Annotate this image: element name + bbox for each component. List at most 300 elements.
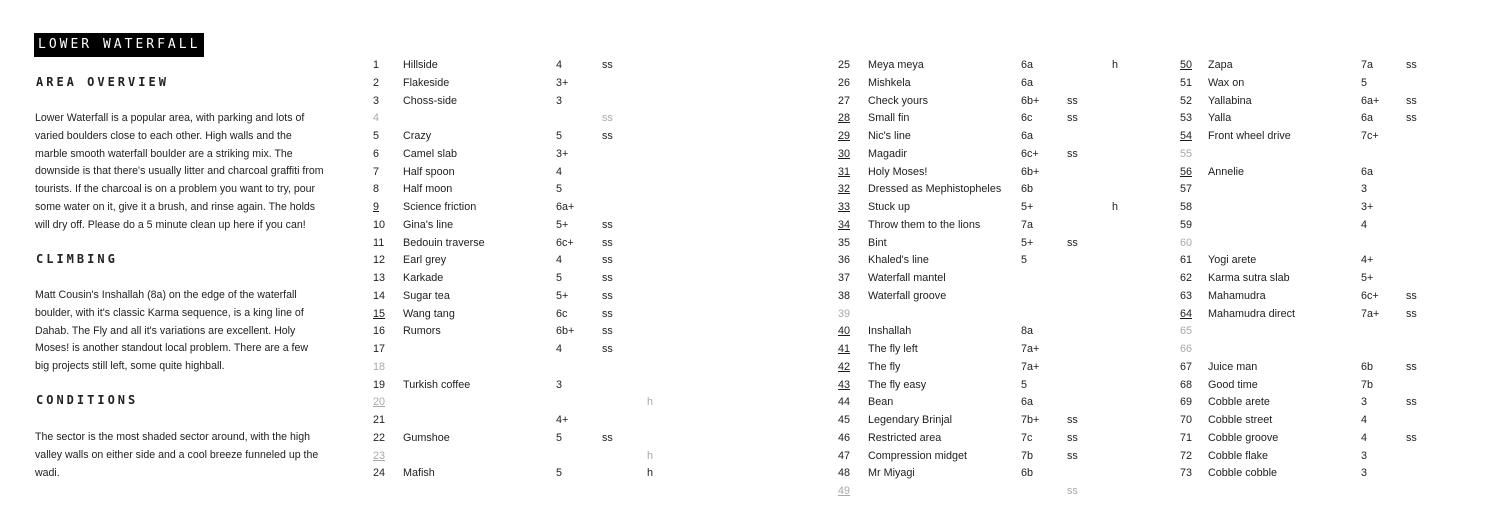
problem-sit-start: ss — [602, 289, 613, 302]
problem-number: 18 — [373, 360, 386, 373]
problem-grade: 6c — [1021, 112, 1033, 125]
problem-name: Half spoon — [403, 165, 455, 178]
problem-row — [838, 270, 1138, 288]
problem-row — [838, 181, 1138, 199]
problem-grade: 7b+ — [1021, 414, 1040, 426]
problem-name: Front wheel drive — [1208, 130, 1291, 142]
problem-row — [838, 93, 1138, 111]
problem-number: 14 — [373, 289, 386, 302]
climbing-heading: CLIMBING — [36, 252, 118, 266]
problem-number: 59 — [1180, 218, 1193, 231]
problem-name: Gina's line — [403, 218, 454, 231]
problem-name: Mafish — [403, 467, 435, 480]
problem-sit-start: ss — [1406, 59, 1417, 71]
problem-number: 45 — [838, 414, 851, 426]
problem-number: 43 — [838, 378, 851, 391]
problem-sit-start: ss — [1067, 236, 1078, 249]
problem-number: 66 — [1180, 343, 1193, 355]
problem-name: Turkish coffee — [403, 378, 471, 391]
problem-name: Bint — [868, 236, 887, 249]
problem-row — [838, 235, 1138, 253]
problem-grade: 6c+ — [1361, 289, 1379, 302]
problem-name: Nic's line — [868, 130, 911, 142]
problem-grade: 5 — [556, 272, 563, 284]
problem-name: Inshallah — [868, 325, 912, 338]
climbing-text: Matt Cousin's Inshallah (8a) on the edge of the waterfall boulder, with it's classic Karma sequence, is a king line of Dahab. The Fly and all it's variations are excellent. Holy Moses! is another standout local problem. There are a few big projects still left, some quite highball. — [35, 289, 309, 373]
problem-name: Science friction — [403, 201, 477, 213]
problem-row — [838, 128, 1138, 146]
problem-row — [838, 146, 1138, 164]
problem-number: 29 — [838, 130, 851, 142]
problem-sit-start: ss — [602, 272, 613, 284]
problem-grade: 6a+ — [1361, 94, 1380, 107]
problem-row — [838, 57, 1138, 75]
problem-name: Bean — [868, 396, 894, 409]
problem-name: Compression midget — [868, 449, 968, 462]
problem-grade: 6a — [1021, 59, 1034, 71]
problem-row — [1180, 394, 1430, 412]
problem-name: Wax on — [1208, 76, 1245, 89]
problem-row — [838, 377, 1138, 395]
problem-grade: 5 — [1021, 254, 1028, 267]
problem-row — [373, 93, 663, 111]
problem-number: 71 — [1180, 431, 1193, 444]
problem-name: The fly left — [868, 343, 918, 355]
problem-number: 28 — [838, 112, 851, 125]
problem-number: 22 — [373, 431, 386, 444]
problem-number: 33 — [838, 201, 851, 213]
problem-row — [1180, 412, 1430, 430]
problem-name: Cobble cobble — [1208, 467, 1278, 480]
problem-name: Mishkela — [868, 76, 911, 89]
problem-sit-start: ss — [1067, 147, 1078, 160]
problem-sit-start: ss — [1406, 431, 1417, 444]
problem-name: Dressed as Mephistopheles — [868, 183, 1002, 196]
problem-number: 52 — [1180, 94, 1193, 107]
problem-grade: 4 — [556, 59, 563, 71]
problem-row — [373, 394, 663, 412]
problem-row — [838, 288, 1138, 306]
problem-grade: 6a — [1021, 396, 1034, 409]
problem-number: 1 — [373, 59, 380, 71]
problem-number: 46 — [838, 431, 851, 444]
problem-number: 16 — [373, 325, 386, 338]
problem-number: 41 — [838, 343, 851, 355]
problem-sit-start: ss — [1067, 112, 1078, 125]
problem-row — [1180, 270, 1430, 288]
problem-number: 6 — [373, 147, 380, 160]
problem-grade: 3+ — [556, 147, 569, 160]
problem-number: 67 — [1180, 360, 1193, 373]
problem-row — [373, 306, 663, 324]
problem-name: Cobble flake — [1208, 449, 1269, 462]
problem-number: 72 — [1180, 449, 1193, 462]
problem-grade: 6a — [1021, 130, 1034, 142]
problem-grade: 4 — [1361, 414, 1368, 426]
problem-sit-start: ss — [602, 59, 613, 71]
problem-grade: 3 — [556, 378, 563, 391]
problem-grade: 4+ — [556, 414, 569, 426]
problem-sit-start: ss — [1067, 449, 1078, 462]
problem-number: 30 — [838, 147, 851, 160]
problem-sit-start: ss — [602, 112, 613, 125]
problem-grade: 3+ — [1361, 201, 1374, 213]
problem-number: 63 — [1180, 289, 1193, 302]
problem-name: Wang tang — [403, 307, 455, 320]
problem-number: 47 — [838, 449, 851, 462]
problem-sit-start: ss — [602, 307, 613, 320]
problem-grade: 5+ — [556, 289, 569, 302]
problem-number: 44 — [838, 396, 851, 409]
problem-sit-start: ss — [602, 218, 613, 231]
problem-row — [373, 270, 663, 288]
problem-number: 51 — [1180, 76, 1193, 89]
problem-row — [1180, 128, 1430, 146]
problem-row — [838, 359, 1138, 377]
problem-grade: 6b — [1361, 360, 1374, 373]
problem-name: Good time — [1208, 378, 1258, 391]
overview-heading: AREA OVERVIEW — [36, 75, 169, 89]
problem-grade: 6b+ — [1021, 94, 1040, 107]
problem-number: 12 — [373, 254, 386, 267]
problem-name: Bedouin traverse — [403, 236, 485, 249]
problem-row — [838, 199, 1138, 217]
problem-name: Meya meya — [868, 59, 924, 71]
problem-name: Legendary Brinjal — [868, 414, 953, 426]
problem-row — [373, 235, 663, 253]
problem-row — [373, 110, 663, 128]
problem-number: 40 — [838, 325, 851, 338]
problem-number: 32 — [838, 183, 851, 196]
problem-name: Cobble street — [1208, 414, 1273, 426]
problem-highball-flag: h — [1112, 201, 1119, 213]
problem-row — [838, 217, 1138, 235]
problem-grade: 5 — [1361, 76, 1368, 89]
problem-grade: 6a — [1361, 165, 1374, 178]
problem-number: 8 — [373, 183, 380, 196]
problem-row — [373, 217, 663, 235]
problem-row — [373, 181, 663, 199]
problem-number: 26 — [838, 76, 851, 89]
problem-row — [1180, 93, 1430, 111]
problem-number: 20 — [373, 396, 386, 409]
problem-number: 70 — [1180, 414, 1193, 426]
problem-row — [838, 323, 1138, 341]
problem-row — [838, 164, 1138, 182]
problem-row — [373, 359, 663, 377]
problem-row — [373, 146, 663, 164]
problem-row — [838, 412, 1138, 430]
problem-name: Small fin — [868, 112, 910, 125]
problem-name: Flakeside — [403, 76, 450, 89]
problem-grade: 5 — [556, 130, 563, 142]
problem-sit-start: ss — [1406, 289, 1417, 302]
problem-number: 17 — [373, 343, 386, 355]
problem-name: Waterfall mantel — [868, 272, 946, 284]
problem-row — [1180, 217, 1430, 235]
problem-grade: 3 — [1361, 396, 1368, 409]
problem-grade: 7b — [1361, 378, 1374, 391]
problem-number: 4 — [373, 112, 380, 125]
problem-name: Hillside — [403, 59, 438, 71]
problem-grade: 7a+ — [1021, 360, 1040, 373]
problem-number: 10 — [373, 218, 386, 231]
problem-row — [1180, 323, 1430, 341]
problem-row — [1180, 199, 1430, 217]
problem-grade: 7a — [1021, 218, 1034, 231]
problem-grade: 8a — [1021, 325, 1034, 338]
problem-grade: 5 — [556, 431, 563, 444]
problem-grade: 6c — [556, 307, 568, 320]
problem-row — [838, 430, 1138, 448]
problem-number: 2 — [373, 76, 380, 89]
problem-number: 58 — [1180, 201, 1193, 213]
problem-name: Juice man — [1208, 360, 1258, 373]
problem-sit-start: ss — [1067, 94, 1078, 107]
problem-number: 15 — [373, 307, 386, 320]
problem-name: Mahamudra direct — [1208, 307, 1296, 320]
problem-highball-flag: h — [647, 396, 654, 409]
problem-grade: 6a — [1021, 76, 1034, 89]
problem-number: 50 — [1180, 59, 1193, 71]
problem-row — [838, 483, 1138, 501]
problem-grade: 6b+ — [556, 325, 575, 338]
problem-sit-start: ss — [602, 236, 613, 249]
problem-sit-start: ss — [602, 343, 613, 355]
problem-sit-start: ss — [1406, 94, 1417, 107]
problem-grade: 5+ — [1021, 236, 1034, 249]
problem-number: 65 — [1180, 325, 1193, 338]
problem-sit-start: ss — [1067, 414, 1078, 426]
problem-number: 34 — [838, 218, 851, 231]
conditions-text: The sector is the most shaded sector around, with the high valley walls on either side and a cool breeze funneled up the wadi. — [35, 431, 319, 479]
problem-number: 7 — [373, 165, 380, 178]
problem-grade: 3 — [1361, 467, 1368, 480]
problem-name: Annelie — [1208, 165, 1245, 178]
problem-sit-start: ss — [1067, 431, 1078, 444]
problem-number: 39 — [838, 307, 851, 320]
problem-number: 21 — [373, 414, 386, 426]
problem-row — [838, 252, 1138, 270]
problem-row — [373, 252, 663, 270]
problem-number: 69 — [1180, 396, 1193, 409]
problem-number: 38 — [838, 289, 851, 302]
problem-name: Karkade — [403, 272, 444, 284]
problem-row — [1180, 235, 1430, 253]
problem-grade: 6a+ — [556, 201, 575, 213]
problem-number: 31 — [838, 165, 851, 178]
problem-sit-start: ss — [1406, 112, 1417, 125]
problem-row — [1180, 359, 1430, 377]
problem-name: Waterfall groove — [868, 289, 947, 302]
problem-name: Restricted area — [868, 431, 942, 444]
problem-number: 13 — [373, 272, 386, 284]
problem-row — [1180, 377, 1430, 395]
problem-row — [373, 341, 663, 359]
problem-sit-start: ss — [1067, 485, 1078, 497]
problem-grade: 7c+ — [1361, 130, 1379, 142]
problem-name: Cobble groove — [1208, 431, 1279, 444]
sector-title: LOWER WATERFALL — [34, 33, 204, 57]
problem-number: 55 — [1180, 147, 1193, 160]
problem-name: Gumshoe — [403, 431, 450, 444]
problem-grade: 7b — [1021, 449, 1034, 462]
problem-number: 49 — [838, 485, 851, 497]
problem-number: 25 — [838, 59, 851, 71]
problem-sit-start: ss — [1406, 307, 1417, 320]
problem-name: Yalla — [1208, 112, 1232, 125]
problem-number: 53 — [1180, 112, 1193, 125]
problem-number: 48 — [838, 467, 851, 480]
problem-grade: 4 — [1361, 218, 1368, 231]
problem-name: Crazy — [403, 130, 432, 142]
problem-number: 35 — [838, 236, 851, 249]
problem-grade: 4 — [556, 165, 563, 178]
problem-grade: 5 — [556, 467, 563, 480]
problem-number: 57 — [1180, 183, 1193, 196]
problem-sit-start: ss — [602, 325, 613, 338]
problem-grade: 7c — [1021, 431, 1033, 444]
problem-row — [838, 465, 1138, 483]
problem-name: Check yours — [868, 94, 929, 107]
problem-number: 3 — [373, 94, 380, 107]
problem-row — [1180, 181, 1430, 199]
problem-number: 37 — [838, 272, 851, 284]
problem-highball-flag: h — [647, 467, 654, 480]
problem-name: Mahamudra — [1208, 289, 1266, 302]
problem-list-column-2 — [838, 57, 1138, 501]
problem-grade: 7a — [1361, 59, 1374, 71]
problem-row — [373, 323, 663, 341]
problem-number: 68 — [1180, 378, 1193, 391]
problem-row — [373, 75, 663, 93]
problem-grade: 4 — [556, 343, 563, 355]
problem-row — [1180, 146, 1430, 164]
problem-name: Cobble arete — [1208, 396, 1270, 409]
problem-row — [373, 164, 663, 182]
problem-number: 42 — [838, 360, 851, 373]
problem-row — [838, 394, 1138, 412]
problem-number: 24 — [373, 467, 386, 480]
problem-number: 9 — [373, 201, 380, 213]
problem-grade: 5+ — [556, 218, 569, 231]
problem-sit-start: ss — [1406, 360, 1417, 373]
problem-number: 11 — [373, 236, 385, 249]
problem-number: 61 — [1180, 254, 1193, 267]
problem-name: Khaled's line — [868, 254, 929, 267]
problem-row — [373, 199, 663, 217]
problem-grade: 6b — [1021, 467, 1034, 480]
problem-row — [838, 448, 1138, 466]
problem-row — [373, 288, 663, 306]
problem-name: The fly easy — [868, 378, 927, 391]
problem-name: The fly — [868, 360, 901, 373]
problem-number: 36 — [838, 254, 851, 267]
problem-grade: 3 — [1361, 183, 1368, 196]
problem-name: Earl grey — [403, 254, 447, 267]
problem-grade: 4 — [556, 254, 563, 267]
problem-row — [373, 377, 663, 395]
problem-row — [373, 465, 663, 483]
problem-name: Mr Miyagi — [868, 467, 915, 480]
problem-name: Half moon — [403, 183, 453, 196]
problem-grade: 6c+ — [1021, 147, 1039, 160]
problem-sit-start: ss — [602, 431, 613, 444]
problem-number: 23 — [373, 449, 386, 462]
problem-number: 62 — [1180, 272, 1193, 284]
problem-name: Choss-side — [403, 94, 458, 107]
problem-row — [1180, 306, 1430, 324]
problem-name: Yallabina — [1208, 94, 1252, 107]
problem-sit-start: ss — [602, 254, 613, 267]
problem-sit-start: ss — [1406, 396, 1417, 409]
problem-row — [838, 110, 1138, 128]
problem-number: 19 — [373, 378, 386, 391]
conditions-heading: CONDITIONS — [36, 393, 139, 407]
problem-row — [838, 341, 1138, 359]
problem-sit-start: ss — [602, 130, 613, 142]
problem-row — [373, 412, 663, 430]
problem-row — [373, 57, 663, 75]
problem-number: 64 — [1180, 307, 1193, 320]
problem-name: Zapa — [1208, 59, 1233, 71]
problem-list-column-1 — [373, 57, 663, 483]
problem-name: Yogi arete — [1208, 254, 1257, 267]
problem-row — [1180, 341, 1430, 359]
problem-row — [1180, 110, 1430, 128]
problem-number: 5 — [373, 130, 380, 142]
problem-row — [838, 75, 1138, 93]
problem-row — [1180, 288, 1430, 306]
problem-highball-flag: h — [647, 449, 654, 462]
problem-number: 73 — [1180, 467, 1193, 480]
problem-grade: 5+ — [1361, 272, 1374, 284]
problem-row — [838, 306, 1138, 324]
problem-name: Karma sutra slab — [1208, 272, 1290, 284]
problem-grade: 6b — [1021, 183, 1034, 196]
problem-grade: 7a+ — [1361, 307, 1380, 320]
problem-grade: 4+ — [1361, 254, 1374, 267]
problem-number: 60 — [1180, 236, 1193, 249]
problem-grade: 6a — [1361, 112, 1374, 125]
problem-grade: 4 — [1361, 431, 1368, 444]
problem-grade: 7a+ — [1021, 343, 1040, 355]
problem-grade: 5 — [556, 183, 563, 196]
problem-name: Sugar tea — [403, 289, 450, 302]
problem-grade: 5+ — [1021, 201, 1034, 213]
problem-grade: 3 — [556, 94, 563, 107]
problem-grade: 6c+ — [556, 236, 574, 249]
problem-list-column-3 — [1180, 57, 1430, 483]
problem-grade: 3+ — [556, 76, 569, 89]
problem-name: Magadir — [868, 147, 908, 160]
problem-number: 27 — [838, 94, 851, 107]
problem-row — [1180, 75, 1430, 93]
problem-row — [373, 430, 663, 448]
problem-name: Throw them to the lions — [868, 218, 981, 231]
problem-row — [1180, 57, 1430, 75]
problem-row — [373, 448, 663, 466]
problem-row — [1180, 252, 1430, 270]
problem-highball-flag: h — [1112, 59, 1119, 71]
problem-name: Rumors — [403, 325, 441, 338]
problem-grade: 6b+ — [1021, 165, 1040, 178]
problem-row — [1180, 465, 1430, 483]
problem-row — [373, 128, 663, 146]
problem-row — [1180, 430, 1430, 448]
problem-number: 54 — [1180, 130, 1193, 142]
problem-grade: 3 — [1361, 449, 1368, 462]
